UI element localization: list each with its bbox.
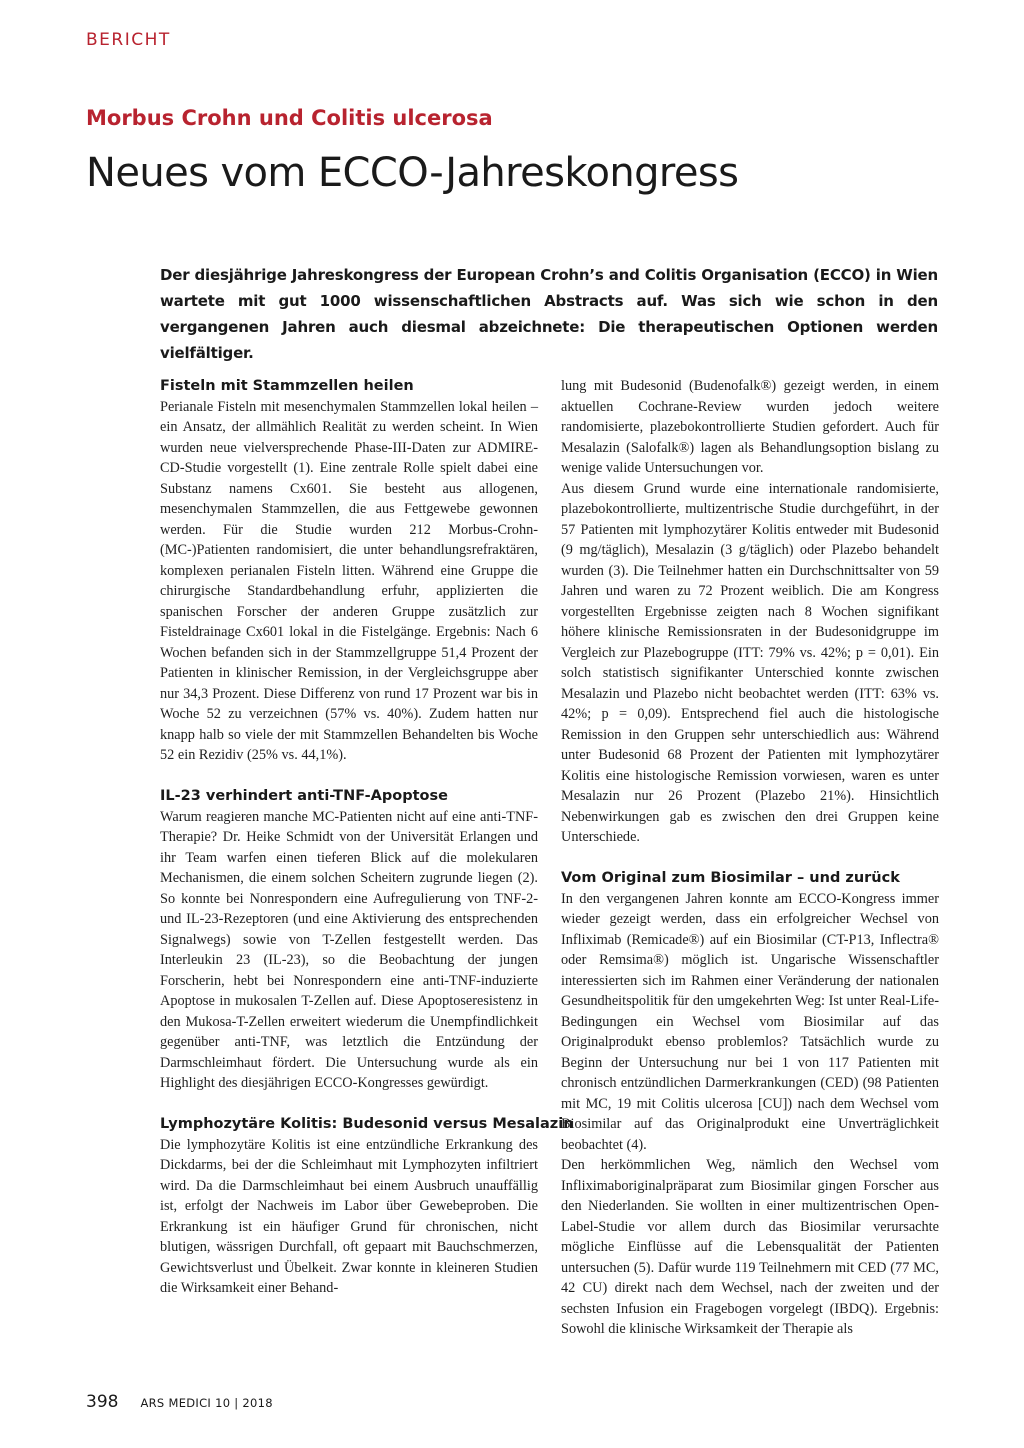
- section-text-biosimilar: In den vergangenen Jahren konnte am ECCO-Kongress immer wieder gezeigt werden, dass ein erfolgreicher Wechsel von Infliximab (Remicade®) auf ein Biosimilar (CT-P13, Inflectra® oder Remsima®) möglich ist. Ungarische Wissenschaftler interessierten sich im Rahmen einer Veränderung der nationalen Gesundheitspolitik für den umgekehrten Weg: Ist unter Real-Life-Bedingungen ein Wechsel vom Biosimilar auf das Originalprodukt ebenso problemlos? Tatsächlich wurde zu Beginn der Untersuchung nur bei 1 von 117 Patienten mit chronisch entzündlichen Darmerkrankungen (CED) (98 Patienten mit MC, 19 mit Colitis ulcerosa [CU]) nach dem Wechsel vom Biosimilar auf das Originalprodukt eine Unverträglichkeit beobachtet (4).: [561, 890, 939, 1153]
- journal-name: ARS MEDICI 10 | 2018: [140, 1396, 273, 1410]
- article-title: Neues vom ECCO-Jahreskongress: [86, 150, 739, 196]
- section-text-kolitis: Die lymphozytäre Kolitis ist eine entzündliche Erkrankung des Dickdarms, bei der die Schleimhaut mit Lymphozyten infiltriert wird. Da die Darmschleimhaut bei einem Ausbruch unauffällig ist, erfolgt der Nachweis im Labor über Gewebeproben. Die Erkrankung ist ein häufiger Grund für chronischen, nicht blutigen, wässrigen Durchfall, oft gepaart mit Bauchschmerzen, Gewichtsverlust und Übelkeit. Zwar konnte in kleineren Studien die Wirksamkeit einer Behand-: [160, 1136, 538, 1296]
- paragraph-kolitis-study: Aus diesem Grund wurde eine internationale randomisierte, plazebokontrollierte, multizentrische Studie durchgeführt, in der 57 Patienten mit lymphozytärer Kolitis entweder mit Budesonid (9 mg/täglich), Mesalazin (3 g/täglich) oder Plazebo behandelt wurden (3). Die Teilnehmer hatten ein Durchschnittsalter von 59 Jahren und waren zu 72 Prozent weiblich. Die am Kongress vorgestellten Ergebnisse zeigten nach 8 Wochen signifikant höhere klinische Remissionsraten in der Budesonidgruppe im Vergleich zur Plazebogruppe (ITT: 79% vs. 42%; p = 0,01). Ein solch statistisch signifikanter Unterschied konnte zwischen Mesalazin und Plazebo nicht beobachtet werden (ITT: 63% vs. 42%; p = 0,09). Entsprechend fiel auch die histologische Remission in den Gruppen sehr unterschiedlich aus: Während unter Budesonid 68 Prozent der Patienten mit lymphozytärer Kolitis eine histologische Remission vorwiesen, waren es unter Mesalazin nur 26 Prozent (Plazebo 21%). Hinsichtlich Nebenwirkungen gab es zwischen den drei Gruppen keine Unterschiede.: [561, 480, 939, 845]
- paragraph-kolitis-continued: lung mit Budesonid (Budenofalk®) gezeigt werden, in einem aktuellen Cochrane-Review wurden jedoch weitere randomisierte, plazebokontrollierte Studien gefordert. Auch für Mesalazin (Salofalk®) lagen als Behandlungsoption bislang zu wenige valide Untersuchungen vor.: [561, 378, 939, 476]
- section-text-il23: Warum reagieren manche MC-Patienten nicht auf eine anti-TNF-Therapie? Dr. Heike Schmidt von der Universität Erlangen und ihr Team warfen einen tieferen Blick auf die molekularen Mechanismen, die einem solchen Scheitern zugrunde liegen (2). So konnte bei Nonrespondern eine Aufregulierung von TNF-2- und IL-23-Rezeptoren (und eine Aktivierung des entsprechenden Signalwegs) sowie von T-Zellen festgestellt werden. Das Interleukin 23 (IL-23), so die Beobachtung der jungen Forscherin, hebt bei Nonrespondern eine anti-TNF-induzierte Apoptose in mukosalen T-Zellen auf. Diese Apoptoseresistenz in den Mukosa-T-Zellen erweitert wiederum die Unempfindlichkeit gegenüber anti-TNF, was letztlich die Entzündung der Darmschleimhaut fördert. Die Untersuchung wurde als ein Highlight des diesjährigen ECCO-Kongresses gewürdigt.: [160, 808, 538, 1091]
- article-kicker: Morbus Crohn und Colitis ulcerosa: [86, 106, 493, 130]
- section-text-fisteln: Perianale Fisteln mit mesenchymalen Stammzellen lokal heilen – ein Ansatz, der allmählich Realität zu werden scheint. In Wien wurden neue vielversprechende Phase-III-Daten zur ADMIRE-CD-Studie vorgestellt (1). Eine zentrale Rolle spielt dabei eine Substanz namens Cx601. Sie besteht aus allogenen, mesenchymalen Stammzellen, die aus Fettgewebe gewonnen werden. Für die Studie wurden 212 Morbus-Crohn-(MC-)Patienten randomisiert, die unter behandlungsrefraktären, komplexen perianalen Fisteln litten. Während eine Gruppe die chirurgische Standardbehandlung erfuhr, applizierten die spanischen Forscher der anderen Gruppe zusätzlich zur Fisteldrainage Cx601 lokal in die Fistelgänge. Ergebnis: Nach 6 Wochen befanden sich in der Stammzellgruppe 51,4 Prozent der Patienten in klinischer Remission, in der Vergleichsgruppe aber nur 34,3 Prozent. Diese Differenz von rund 17 Prozent war bis in Woche 52 zu verzeichnen (57% vs. 40%). Zudem hatten nur knapp halb so viele der mit Stammzellen Behandelten bis Woche 52 ein Rezidiv (25% vs. 44,1%).: [160, 398, 538, 763]
- left-column: [160, 376, 574, 1299]
- section-heading-il23: IL-23 verhindert anti-TNF-Apoptose: [160, 788, 448, 804]
- section-heading-fisteln: Fisteln mit Stammzellen heilen: [160, 378, 414, 394]
- section-text-biosimilar-2: Den herkömmlichen Weg, nämlich den Wechsel vom Infliximaboriginalpräparat zum Biosimilar gingen Forscher aus den Niederlanden. Sie wollten in einer multizentrischen Open-Label-Studie vor allem durch das Biosimilar verursachte mögliche Einflüsse auf die Lebensqualität der Patienten untersuchen (5). Dafür wurde 119 Teilnehmern mit CED (77 MC, 42 CU) direkt nach dem Wechsel, nach der zweiten und der sechsten Infusion ein Fragebogen vorgelegt (IBDQ). Ergebnis: Sowohl die klinische Wirksamkeit der Therapie als: [561, 1157, 939, 1337]
- section-label: BERICHT: [86, 30, 171, 50]
- section-heading-biosimilar: Vom Original zum Biosimilar – und zurück: [561, 870, 900, 886]
- section-heading-kolitis: Lymphozytäre Kolitis: Budesonid versus Mesalazin: [160, 1116, 574, 1132]
- right-column: [561, 376, 939, 1340]
- page-number: 398: [86, 1392, 119, 1412]
- page-footer: [86, 1392, 273, 1412]
- article-lead: Der diesjährige Jahreskongress der European Crohn’s and Colitis Organisation (ECCO) in Wien wartete mit gut 1000 wissenschaftlichen Abstracts auf. Was sich wie schon in den vergangenen Jahren auch diesmal abzeichnete: Die therapeutischen Optionen werden vielfältiger.: [160, 266, 938, 362]
